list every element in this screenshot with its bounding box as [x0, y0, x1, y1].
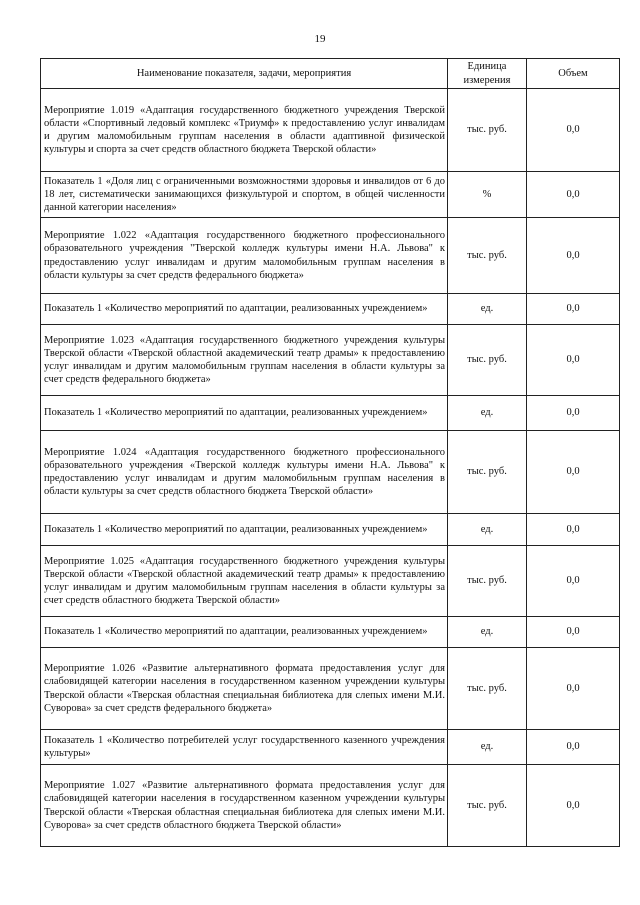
row-volume: 0,0 — [527, 431, 620, 514]
table-row — [41, 325, 620, 396]
row-volume: 0,0 — [527, 218, 620, 294]
row-name: Мероприятие 1.027 «Развитие альтернативного формата предоставления услуг для слабовидящей категории населения в государственном казенном учреждении культуры Тверской области «Тверская областная специальная библиотека для слепых имени М.И. Суворова» за счет средств областного бюджета Тверской области» — [41, 765, 448, 847]
row-name: Мероприятие 1.024 «Адаптация государственного бюджетного профессионального образовательного учреждения «Тверской колледж культуры имени Н.А. Львова" к предоставлению услуг инвалидам и другим маломобильным группам населения в области культуры за счет средств областного бюджета Тверской области» — [41, 431, 448, 514]
table-row — [41, 546, 620, 617]
row-name: Мероприятие 1.026 «Развитие альтернативного формата предоставления услуг для слабовидящей категории населения в государственном казенном учреждении культуры Тверской области «Тверская областная специальная библиотека для слепых имени М.И. Суворова» за счет средств федерального бюджета» — [41, 648, 448, 730]
row-name: Показатель 1 «Доля лиц с ограниченными возможностями здоровья и инвалидов от 6 до 18 лет, систематически занимающихся физкультурой и спортом, в общей численности данной категории населения» — [41, 172, 448, 218]
row-volume: 0,0 — [527, 648, 620, 730]
header-unit — [448, 59, 527, 89]
row-volume: 0,0 — [527, 294, 620, 325]
row-name: Показатель 1 «Количество мероприятий по адаптации, реализованных учреждением» — [41, 396, 448, 431]
table-row — [41, 294, 620, 325]
row-unit: ед. — [448, 294, 527, 325]
page-number: 19 — [314, 33, 326, 45]
row-unit: тыс. руб. — [448, 325, 527, 396]
row-unit: тыс. руб. — [448, 89, 527, 172]
table-row — [41, 730, 620, 765]
row-unit: тыс. руб. — [448, 218, 527, 294]
header-unit-line1: Единица — [467, 61, 507, 73]
row-name: Показатель 1 «Количество потребителей услуг государственного казенного учреждения культуры» — [41, 730, 448, 765]
row-volume: 0,0 — [527, 396, 620, 431]
row-volume: 0,0 — [527, 765, 620, 847]
row-name: Показатель 1 «Количество мероприятий по адаптации, реализованных учреждением» — [41, 294, 448, 325]
header-unit-line2: измерения — [463, 74, 511, 86]
table-row — [41, 396, 620, 431]
row-name: Мероприятие 1.022 «Адаптация государственного бюджетного профессионального образовательного учреждения "Тверской колледж культуры имени Н.А. Львова" к предоставлению услуг инвалидам и другим маломобильным группам населения в области культуры за счет средств федерального бюджета» — [41, 218, 448, 294]
row-name: Показатель 1 «Количество мероприятий по адаптации, реализованных учреждением» — [41, 514, 448, 546]
table-row — [41, 218, 620, 294]
row-volume: 0,0 — [527, 730, 620, 765]
row-volume: 0,0 — [527, 617, 620, 648]
row-name: Показатель 1 «Количество мероприятий по адаптации, реализованных учреждением» — [41, 617, 448, 648]
row-volume: 0,0 — [527, 89, 620, 172]
table-row — [41, 431, 620, 514]
table-row — [41, 89, 620, 172]
table-row — [41, 172, 620, 218]
row-name: Мероприятие 1.023 «Адаптация государственного бюджетного учреждения культуры Тверской области «Тверской областной академический театр драмы» к предоставлению услуг инвалидам и другим маломобильным группам населения в области культуры за счет средств федерального бюджета» — [41, 325, 448, 396]
table-row — [41, 617, 620, 648]
row-volume: 0,0 — [527, 325, 620, 396]
header-name: Наименование показателя, задачи, мероприятия — [41, 59, 448, 89]
row-name: Мероприятие 1.019 «Адаптация государственного бюджетного учреждения Тверской области «Спортивный ледовый комплекс «Триумф» к предоставлению услуг инвалидам и другим маломобильным группам населения в области адаптивной физической культуры и спорта за счет средств областного бюджета Тверской области» — [41, 89, 448, 172]
row-volume: 0,0 — [527, 514, 620, 546]
table-row — [41, 648, 620, 730]
row-unit: тыс. руб. — [448, 546, 527, 617]
table-header-row — [41, 59, 620, 89]
row-volume: 0,0 — [527, 172, 620, 218]
table-row — [41, 765, 620, 847]
table-row — [41, 514, 620, 546]
row-unit: тыс. руб. — [448, 765, 527, 847]
row-unit: % — [448, 172, 527, 218]
row-name: Мероприятие 1.025 «Адаптация государственного бюджетного учреждения культуры Тверской области «Тверской областной академический театр драмы» к предоставлению услуг инвалидам и другим маломобильным группам населения в области культуры за счет средств областного бюджета Тверской области» — [41, 546, 448, 617]
row-unit: ед. — [448, 730, 527, 765]
row-unit: тыс. руб. — [448, 648, 527, 730]
row-unit: ед. — [448, 617, 527, 648]
header-volume: Объем — [527, 59, 620, 89]
row-unit: ед. — [448, 514, 527, 546]
indicators-table — [40, 58, 620, 847]
row-unit: ед. — [448, 396, 527, 431]
row-unit: тыс. руб. — [448, 431, 527, 514]
row-volume: 0,0 — [527, 546, 620, 617]
